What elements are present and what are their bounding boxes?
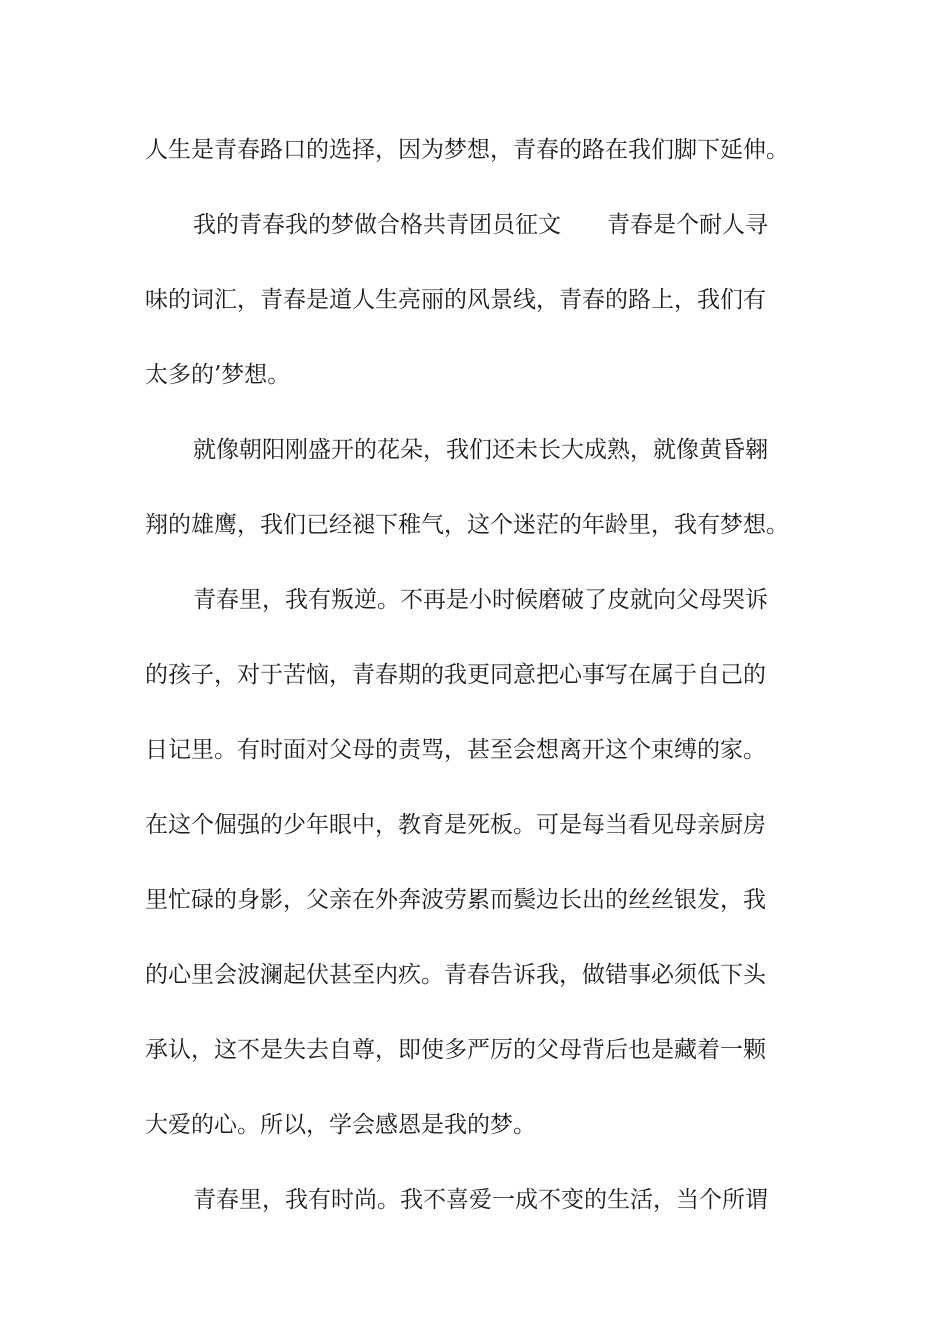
text-line-10: 在这个倔强的少年眼中，教育是死板。可是每当看见母亲厨房 [145,812,766,838]
text-line-3: 味的词汇，青春是道人生亮丽的风景线，青春的路上，我们有 [145,287,766,313]
paragraph-start-3: 青春里，我有叛逆。不再是小时候磨破了皮就向父母哭诉 [193,587,768,613]
text-line-13: 承认，这不是失去自尊，即使多严厉的父母背后也是藏着一颗 [145,1037,766,1063]
text-line-11: 里忙碌的身影，父亲在外奔波劳累而鬓边长出的丝丝银发，我 [145,887,766,913]
text-line-1: 人生是青春路口的选择，因为梦想，青春的路在我们脚下延伸。 [145,137,789,163]
text-line-14: 大爱的心。所以，学会感恩是我的梦。 [145,1112,536,1138]
paragraph-start-title: 我的青春我的梦做合格共青团员征文 青春是个耐人寻 [193,212,768,238]
text-line-6: 翔的雄鹰，我们已经褪下稚气，这个迷茫的年龄里，我有梦想。 [145,512,789,538]
text-line-8: 的孩子，对于苦恼，青春期的我更同意把心事写在属于自己的 [145,662,766,688]
text-line-12: 的心里会波澜起伏甚至内疚。青春告诉我，做错事必须低下头 [145,962,766,988]
text-line-4: 太多的’梦想。 [145,362,291,388]
paragraph-start-4: 青春里，我有时尚。我不喜爱一成不变的生活，当个所谓 [193,1187,768,1213]
paragraph-start-2: 就像朝阳刚盛开的花朵，我们还未长大成熟，就像黄昏翱 [193,437,768,463]
text-line-9: 日记里。有时面对父母的责骂，甚至会想离开这个束缚的家。 [145,737,766,763]
